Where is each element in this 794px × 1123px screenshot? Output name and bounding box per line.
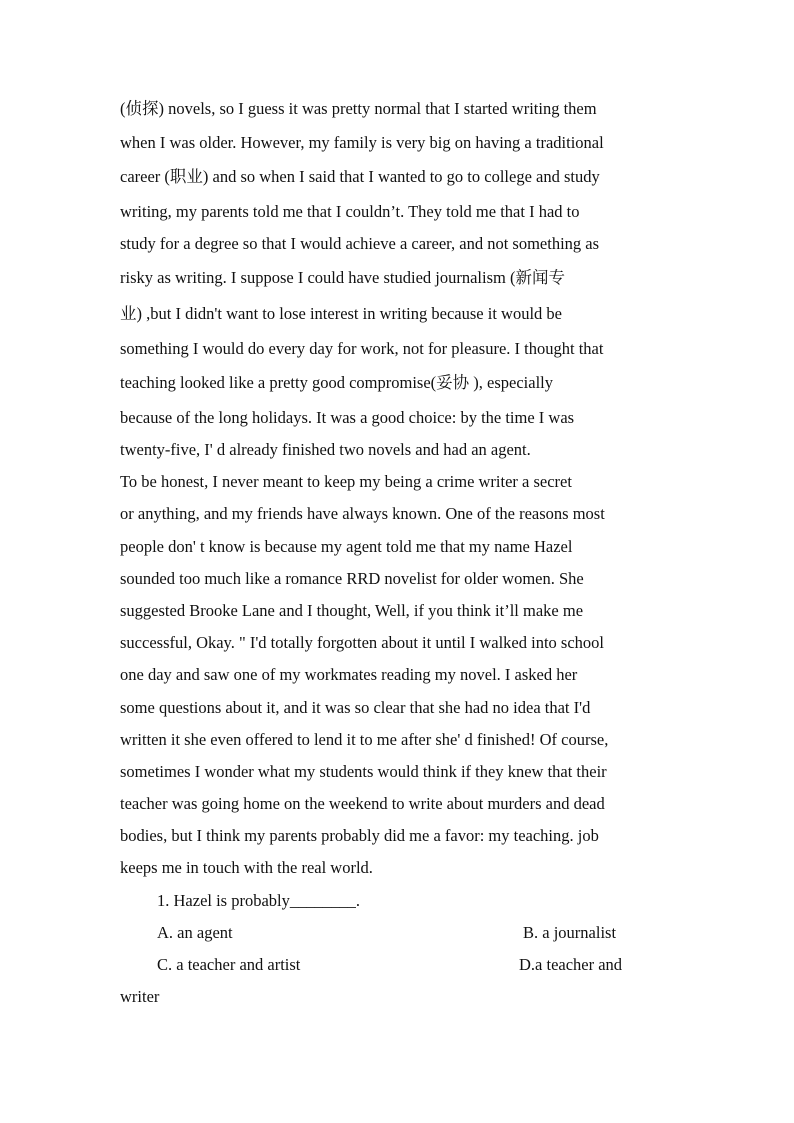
passage-line: risky as writing. I suppose I could have studied journalism (新闻专 (120, 268, 565, 287)
passage-line: 业) ,but I didn't want to lose interest in writing because it would be (120, 304, 562, 323)
passage-line: successful, Okay. " I'd totally forgotten about it until I walked into school (120, 633, 604, 652)
option-d-continued: writer (120, 987, 160, 1006)
passage-line: written it she even offered to lend it to me after she' d finished! Of course, (120, 730, 609, 749)
question-stem: 1. Hazel is probably________. (157, 891, 361, 910)
option-b: B. a journalist (523, 923, 617, 942)
passage-line: bodies, but I think my parents probably did me a favor: my teaching. job (120, 826, 599, 845)
passage-line: teaching looked like a pretty good compromise(妥协 ), especially (120, 373, 553, 392)
passage-line: suggested Brooke Lane and I thought, Well, if you think it’ll make me (120, 601, 584, 620)
passage-line: keeps me in touch with the real world. (120, 858, 373, 877)
passage-line: sounded too much like a romance RRD novelist for older women. She (120, 569, 584, 588)
passage-line: one day and saw one of my workmates reading my novel. I asked her (120, 665, 578, 684)
passage-line: teacher was going home on the weekend to write about murders and dead (120, 794, 605, 813)
passage-line: because of the long holidays. It was a good choice: by the time I was (120, 408, 575, 427)
passage-line: (侦探) novels, so I guess it was pretty normal that I started writing them (120, 99, 597, 118)
passage-line: career (职业) and so when I said that I wanted to go to college and study (120, 167, 600, 186)
passage-line: when I was older. However, my family is very big on having a traditional (120, 133, 604, 152)
option-d: D.a teacher and (519, 955, 623, 974)
passage-line: some questions about it, and it was so clear that she had no idea that I'd (120, 698, 591, 717)
option-c: C. a teacher and artist (157, 955, 301, 974)
passage-line: sometimes I wonder what my students would think if they knew that their (120, 762, 607, 781)
passage-line: To be honest, I never meant to keep my being a crime writer a secret (120, 472, 572, 491)
passage-line: people don' t know is because my agent told me that my name Hazel (120, 537, 573, 556)
passage-line: writing, my parents told me that I couldn’t. They told me that I had to (120, 202, 580, 221)
passage-line: something I would do every day for work, not for pleasure. I thought that (120, 339, 604, 358)
passage-line: or anything, and my friends have always known. One of the reasons most (120, 504, 605, 523)
passage-line: study for a degree so that I would achieve a career, and not something as (120, 234, 600, 253)
passage-line: twenty-five, I' d already finished two novels and had an agent. (120, 440, 531, 459)
option-a: A. an agent (157, 923, 233, 942)
